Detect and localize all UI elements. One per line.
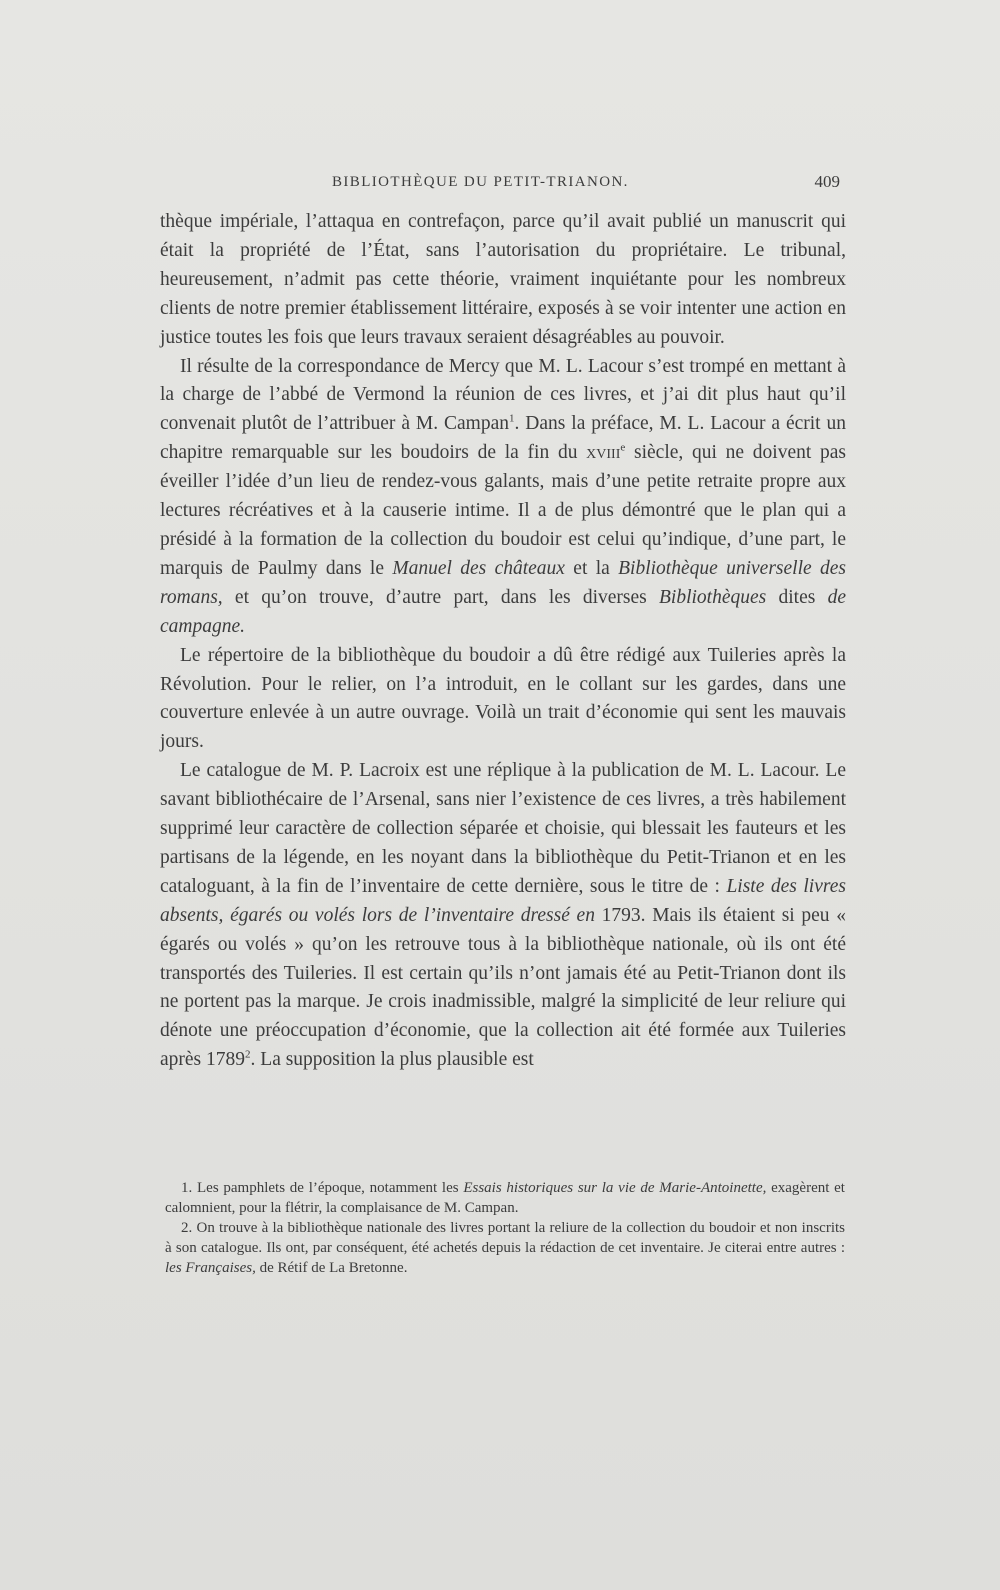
- running-title: BIBLIOTHÈQUE DU PETIT-TRIANON.: [332, 174, 629, 190]
- century-superscript: e: [620, 441, 626, 454]
- paragraph-1-text: thèque impériale, l’attaqua en contrefaçon, parce qu’il avait publié un manuscrit qui était la propriété de l’État, sans l’autorisation du propriétaire. Le tribunal, heureusement, n’admit pas cette théorie, vraiment inquiétante pour les nombreux clients de notre premier établissement littéraire, exposés à se voir intenter une action en justice toutes les fois que leurs travaux seraient désagréables au pouvoir.: [160, 211, 846, 348]
- title-manuel-des-chateaux: Manuel des châteaux: [392, 557, 565, 579]
- footnote-ref-2[interactable]: 2: [245, 1048, 251, 1061]
- footnote-1: [165, 1178, 845, 1218]
- paragraph-2: [160, 353, 846, 642]
- paragraph-4-text-c: . La supposition la plus plausible est: [250, 1049, 534, 1071]
- paragraph-2-text-a: Il résulte de la correspondance de Mercy que M. L. Lacour s’est trompé en mettant à la charge de l’abbé de Vermond la réunion de ces livres, et j’ai dit plus haut qu’il convenait plutôt de l’attribuer à M. Campan: [160, 355, 846, 435]
- title-bibliotheques: Bibliothèques: [659, 586, 767, 608]
- paragraph-2-text-e: et qu’on trouve, d’autre part, dans les diverses: [222, 586, 659, 608]
- paragraph-2-text-b: . Dans la préface, M. L. Lacour a écrit un chapitre remarquable sur les boudoirs de la fin du: [160, 413, 847, 464]
- footnote-2: [165, 1218, 845, 1278]
- title-bibliotheque-universelle: Bibliothèque universelle des romans,: [160, 557, 846, 608]
- century-numeral: xviii: [586, 442, 621, 464]
- paragraph-2-text-c: siècle, qui ne doivent pas éveiller l’idée d’un lieu de rendez-vous galants, mais d’une petite retraite propre aux lectures récréatives et à la causerie intime. Il a de plus démontré que le plan qui a présidé à la formation de la collection du boudoir est celui qu’indique, d’une part, le marquis de Paulmy dans le: [160, 442, 846, 579]
- paragraph-3: [160, 642, 846, 758]
- paragraph-1: [160, 208, 846, 353]
- paragraph-2-text-d: et la: [564, 557, 619, 579]
- footnote-2-text-b: de Rétif de La Bretonne.: [255, 1260, 408, 1276]
- body-text: [160, 208, 846, 1075]
- title-liste-des-livres-absents: Liste des livres absents, égarés ou volés lors de l’inventaire dressé en: [160, 875, 846, 926]
- paragraph-4-text-b: 1793. Mais ils étaient si peu « égarés ou volés » qu’on les retrouve tous à la bibliothèque nationale, où ils ont été transportés des Tuileries. Il est certain qu’ils n’ont jamais été au Petit-Trianon dont ils ne portent pas la marque. Je crois inadmissible, malgré la simplicité de leur reliure qui dénote une préoccupation d’économie, que la collection ait été formée aux Tuileries après 1789: [160, 904, 846, 1071]
- title-de-campagne: de campagne.: [160, 586, 846, 637]
- footnote-1-text-a: 1. Les pamphlets de l’époque, notamment les: [181, 1180, 464, 1196]
- footnote-1-title: Essais historiques sur la vie de Marie-Antoinette,: [463, 1180, 767, 1196]
- paragraph-4-text-a: Le catalogue de M. P. Lacroix est une réplique à la publication de M. L. Lacour. Le savant bibliothécaire de l’Arsenal, sans nier l’existence de ces livres, a très habilement supprimé leur caractère de collection séparée et choisie, qui blessait les fauteurs et les partisans de la légende, en les noyant dans la bibliothèque du Petit-Trianon et en les cataloguant, à la fin de l’inventaire de cette dernière, sous le titre de :: [160, 760, 846, 897]
- page-header: [160, 172, 846, 196]
- footnote-ref-1[interactable]: 1: [509, 412, 515, 425]
- footnote-2-text-a: 2. On trouve à la bibliothèque nationale des livres portant la reliure de la collection du boudoir et non inscrits à son catalogue. Ils ont, par conséquent, été achetés depuis la rédaction de cet inventaire. Je citerai entre autres :: [165, 1220, 845, 1256]
- footnotes: [165, 1178, 845, 1278]
- footnote-2-title: les Françaises,: [165, 1260, 256, 1276]
- footnote-1-text-b: exagèrent et calomnient, pour la flétrir, la complaisance de M. Campan.: [165, 1180, 845, 1216]
- paragraph-3-text: Le répertoire de la bibliothèque du boudoir a dû être rédigé aux Tuileries après la Révolution. Pour le relier, on l’a introduit, en le collant sur les gardes, dans une couverture enlevée à un autre ouvrage. Voilà un trait d’économie qui sent les mauvais jours.: [160, 644, 846, 753]
- paragraph-2-text-f: dites: [766, 586, 828, 608]
- paragraph-4: [160, 757, 846, 1075]
- page-number: 409: [814, 172, 840, 191]
